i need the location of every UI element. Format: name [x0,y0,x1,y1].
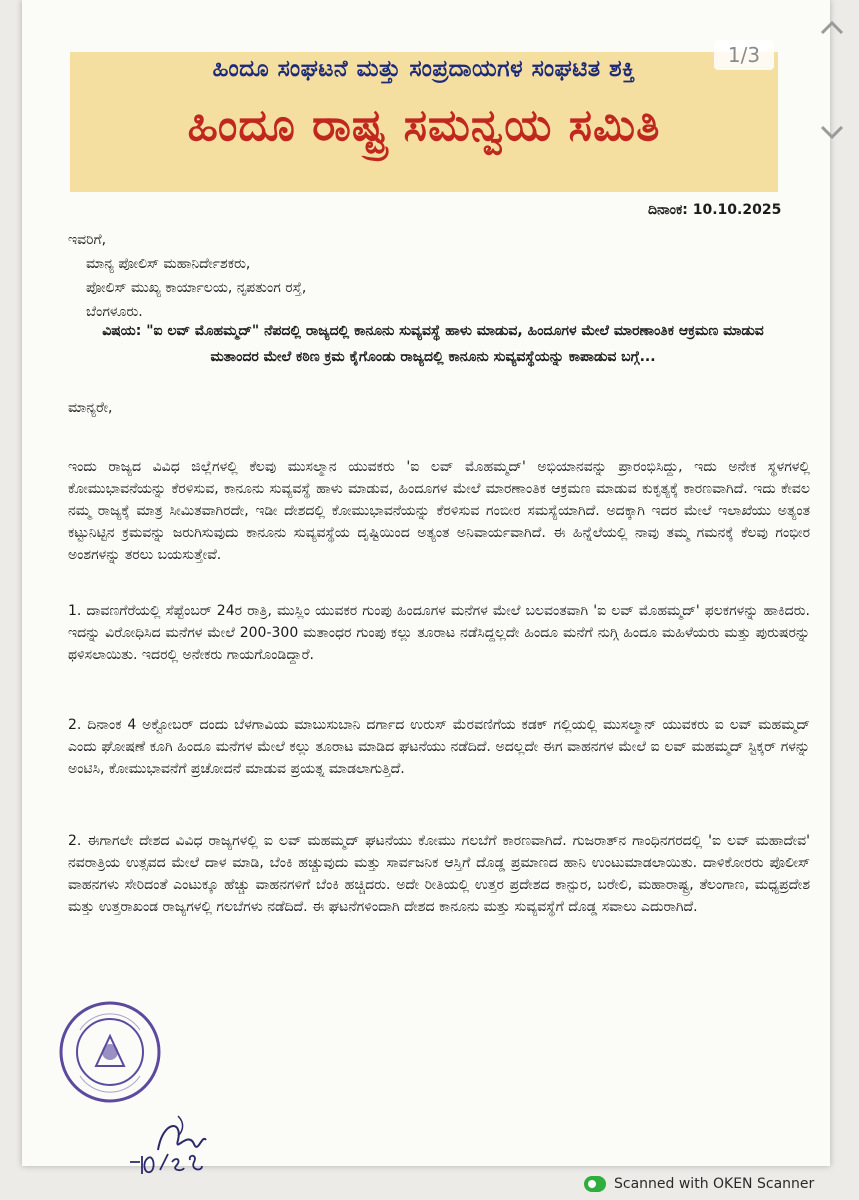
letter-date: ದಿನಾಂಕ: 10.10.2025 [648,202,782,218]
address-line: ಬೆಂಗಳೂರು. [86,304,143,320]
address-line: ಪೋಲಿಸ್ ಮುಖ್ಯ ಕಾರ್ಯಾಲಯ, ನೃಪತುಂಗ ರಸ್ತೆ, [86,280,307,296]
scanner-watermark [584,1176,814,1192]
letterhead-title: ಹಿಂದೂ ರಾಷ್ಟ್ರ ಸಮನ್ವಯ ಸಮಿತಿ [187,100,661,151]
page-navigation[interactable] [808,20,856,140]
body-paragraph: 2. ದಿನಾಂಕ 4 ಅಕ್ಟೋಬರ್ ದಂದು ಬೆಳಗಾವಿಯ ಮಾಬುಸುಬಾನಿ ದರ್ಗಾದ ಉರುಸ್ ಮೆರವಣಿಗೆಯ ಕಡಕ್ ಗಲ್ಲಿಯಲ್ಲಿ ಮುಸಲ್ಮಾನ್ ಯುವಕರು ಐ ಲವ್ ಮಹಮ್ಮದ್ ಎಂದು ಘೋಷಣೆ ಕೂಗಿ ಹಿಂದೂ ಮನೆಗಳ ಮೇಲೆ ಕಲ್ಲು ತೂರಾಟ ಮಾಡಿದ ಘಟನೆಯು ನಡೆದಿದೆ. ಅದಲ್ಲದೇ ಈಗ ವಾಹನಗಳ ಮೇಲೆ ಐ ಲವ್ ಮಹಮ್ಮದ್ ಸ್ಟಿಕ್ಕರ್ ಗಳನ್ನು ಅಂಟಿಸಿ, ಕೋಮುಭಾವನೆಗೆ ಪ್ರಚೋದನೆ ಮಾಡುವ ಪ್ರಯತ್ನ ಮಾಡಲಾಗುತ್ತಿದೆ. [68,717,810,777]
page-counter: 1/3 [714,40,774,70]
signature [128,1110,238,1180]
chevron-down-icon[interactable] [819,124,845,140]
chevron-up-icon[interactable] [819,20,845,36]
letterhead-subtitle: ಹಿಂದೂ ಸಂಘಟನೆ ಮತ್ತು ಸಂಪ್ರದಾಯಗಳ ಸಂಘಟಿತ ಶಕ್ತಿ [212,56,636,82]
address-line: ಮಾನ್ಯ ಪೋಲಿಸ್ ಮಹಾನಿರ್ದೇಶಕರು, [86,256,251,272]
body-paragraph: 1. ದಾವಣಗೆರೆಯಲ್ಲಿ ಸೆಪ್ಟೆಂಬರ್ 24ರ ರಾತ್ರಿ, ಮುಸ್ಲಿಂ ಯುವಕರ ಗುಂಪು ಹಿಂದೂಗಳ ಮನೆಗಳ ಮೇಲೆ ಬಲವಂತವಾಗಿ 'ಐ ಲವ್ ಮೊಹಮ್ಮದ್' ಫಲಕಗಳನ್ನು ಹಾಕಿದರು. ಇದನ್ನು ವಿರೋಧಿಸಿದ ಮನೆಗಳ ಮೇಲೆ 200-300 ಮತಾಂಧರ ಗುಂಪು ಕಲ್ಲು ತೂರಾಟ ನಡೆಸಿದ್ದಲ್ಲದೇ ಹಿಂದೂ ಮನೆಗೆ ನುಗ್ಗಿ ಹಿಂದೂ ಮಹಿಳೆಯರು ಮತ್ತು ಪುರುಷರನ್ನು ಥಳಿಸಲಾಯಿತು. ಇದರಲ್ಲಿ ಅನೇಕರು ಗಾಯಗೊಂಡಿದ್ದಾರೆ. [68,603,810,663]
body-paragraph: ಇಂದು ರಾಜ್ಯದ ವಿವಿಧ ಜಿಲ್ಲೆಗಳಲ್ಲಿ ಕೆಲವು ಮುಸಲ್ಮಾನ ಯುವಕರು 'ಐ ಲವ್ ಮೊಹಮ್ಮದ್' ಅಭಿಯಾನವನ್ನು ಪ್ರಾರಂಭಿಸಿದ್ದು, ಇದು ಅನೇಕ ಸ್ಥಳಗಳಲ್ಲಿ ಕೋಮುಭಾವನೆಯನ್ನು ಕೆರಳಿಸುವ, ಕಾನೂನು ಸುವ್ಯವಸ್ಥೆ ಹಾಳು ಮಾಡುವ, ಹಿಂದೂಗಳ ಮೇಲೆ ಮಾರಣಾಂತಿಕ ಆಕ್ರಮಣ ಮಾಡುವ ಕುಕೃತ್ಯಕ್ಕೆ ಕಾರಣವಾಗಿದೆ. ಇದು ಕೇವಲ ನಮ್ಮ ರಾಜ್ಯಕ್ಕೆ ಮಾತ್ರ ಸೀಮಿತವಾಗಿರದೇ, ಇಡೀ ದೇಶದಲ್ಲಿ ಕೋಮುಭಾವನೆಯನ್ನು ಕೆರಳಿಸುವ ಗಂಬೀರ ಸಮಸ್ಯೆಯಾಗಿದೆ. ಅದಕ್ಕಾಗಿ ಇದರ ಮೇಲೆ ಇಲಾಖೆಯು ಅತ್ಯಂತ ಕಟ್ಟುನಿಟ್ಟಿನ ಕ್ರಮವನ್ನು ಜರುಗಿಸುವುದು ಕಾನೂನು ಸುವ್ಯವಸ್ಥೆಯ ದೃಷ್ಟಿಯಿಂದ ಅತ್ಯಂತ ಅನಿವಾರ್ಯವಾಗಿದೆ. ಈ ಹಿನ್ನೆಲೆಯಲ್ಲಿ ನಾವು ತಮ್ಮ ಗಮನಕ್ಕೆ ಕೆಲವು ಗಂಭೀರ ಅಂಶಗಳನ್ನು ತರಲು ಬಯಸುತ್ತೇವೆ. [68,459,810,563]
body-paragraph: 2. ಈಗಾಗಲೇ ದೇಶದ ವಿವಿಧ ರಾಜ್ಯಗಳಲ್ಲಿ ಐ ಲವ್ ಮಹಮ್ಮದ್ ಘಟನೆಯು ಕೋಮು ಗಲಬೆಗೆ ಕಾರಣವಾಗಿದೆ. ಗುಜರಾತ್‌ನ ಗಾಂಧಿನಗರದಲ್ಲಿ 'ಐ ಲವ್ ಮಹಾದೇವ' ನವರಾತ್ರಿಯ ಉತ್ಸವದ ಮೇಲೆ ದಾಳ ಮಾಡಿ, ಬೆಂಕಿ ಹಚ್ಚುವುದು ಮತ್ತು ಸಾರ್ವಜನಿಕ ಆಸ್ತಿಗೆ ದೊಡ್ಡ ಪ್ರಮಾಣದ ಹಾನಿ ಉಂಟುಮಾಡಲಾಯಿತು. ದಾಳಿಕೋರರು ಪೊಲೀಸ್ ವಾಹನಗಳು ಸೇರಿದಂತೆ ಎಂಟುಕ್ಕೂ ಹೆಚ್ಚು ವಾಹನಗಳಿಗೆ ಬೆಂಕಿ ಹಚ್ಚಿದರು. ಅದೇ ರೀತಿಯಲ್ಲಿ ಉತ್ತರ ಪ್ರದೇಶದ ಕಾನ್ಪುರ, ಬರೇಲಿ, ಮಹಾರಾಷ್ಟ್ರ, ತೆಲಂಗಾಣ, ಮಧ್ಯಪ್ರದೇಶ ಮತ್ತು ಉತ್ತರಾಖಂಡ ರಾಜ್ಯಗಳಲ್ಲಿ ಗಲಬೆಗಳು ನಡೆದಿದೆ. ಈ ಘಟನೆಗಳಿಂದಾಗಿ ದೇಶದ ಕಾನೂನು ಮತ್ತು ಸುವ್ಯವಸ್ಥೆಗೆ ದೊಡ್ಡ ಸವಾಲು ಎದುರಾಗಿದೆ. [68,833,810,915]
scanner-logo-icon [584,1176,606,1192]
scanner-label: Scanned with OKEN Scanner [614,1176,815,1192]
salutation: ಮಾನ್ಯರೇ, [68,400,113,416]
recipient-address [68,228,306,324]
address-line: ಇವರಿಗೆ, [68,232,107,248]
subject-line: ವಿಷಯ: "ಐ ಲವ್ ಮೊಹಮ್ಮದ್" ನೆಪದಲ್ಲಿ ರಾಜ್ಯದಲ್ಲಿ ಕಾನೂನು ಸುವ್ಯವಸ್ಥೆ ಹಾಳು ಮಾಡುವ, ಹಿಂದೂಗಳ ಮೇಲೆ ಮಾರಣಾಂತಿಕ ಆಕ್ರಮಣ ಮಾಡುವ ಮತಾಂದರ ಮೇಲೆ ಕಠಿಣ ಕ್ರಮ ಕೈಗೊಂಡು ರಾಜ್ಯದಲ್ಲಿ ಕಾನೂನು ಸುವ್ಯವಸ್ಥೆಯನ್ನು ಕಾಪಾಡುವ ಬಗ್ಗೆ... [102,323,764,365]
official-seal [58,1000,162,1104]
